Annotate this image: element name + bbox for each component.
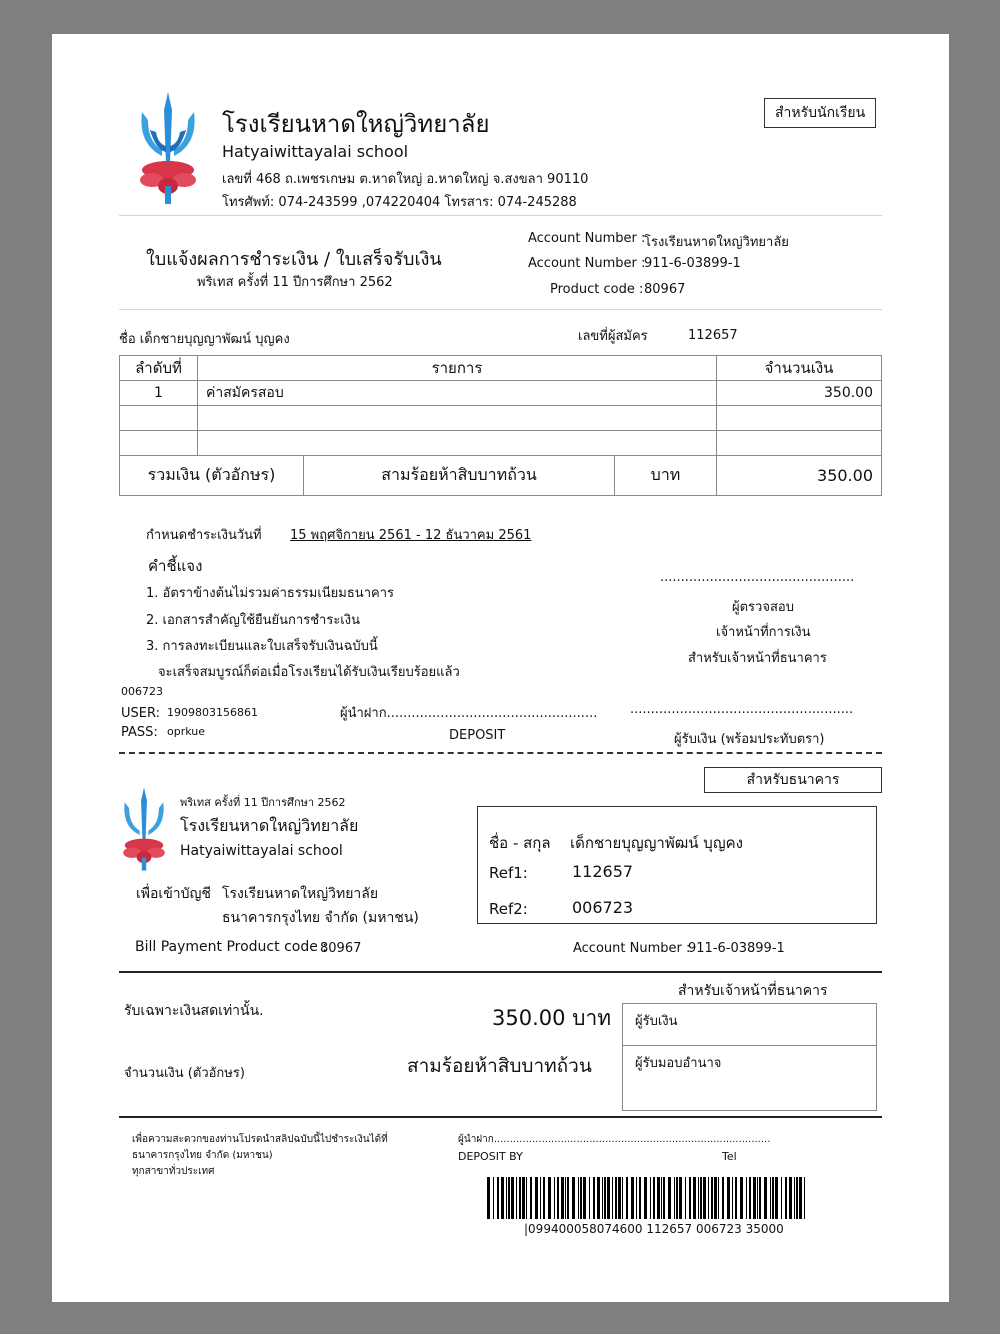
bank-officer-title: สำหรับเจ้าหน้าที่ธนาคาร <box>678 983 828 999</box>
doc-title: ใบแจ้งผลการชำระเงิน / ใบเสร็จรับเงิน <box>146 249 442 270</box>
receiver-signature-line: ...................................................... <box>630 702 854 717</box>
divider <box>119 215 882 216</box>
ref2-label: Ref2: <box>489 900 528 918</box>
deposit-label: DEPOSIT <box>449 728 506 743</box>
total-amount: 350.00 <box>717 456 882 496</box>
table-row <box>120 431 882 456</box>
school-trident-logo <box>116 786 172 872</box>
student-name: ชื่อ เด็กชายบุญญาพัฒน์ บุญคง <box>119 332 290 347</box>
row-amount <box>717 406 882 431</box>
checker-bank: สำหรับเจ้าหน้าที่ธนาคาร <box>688 651 827 666</box>
amount-words-label: จำนวนเงิน (ตัวอักษร) <box>124 1066 245 1081</box>
cut-line <box>119 752 882 754</box>
table-total-row <box>120 456 882 496</box>
receipt-page <box>52 34 949 1302</box>
header-no: ลำดับที่ <box>120 356 198 381</box>
for-account-value: โรงเรียนหาดใหญ่วิทยาลัย <box>222 886 379 902</box>
due-value: 15 พฤศจิกายน 2561 - 12 ธันวาคม 2561 <box>290 528 532 543</box>
divider <box>623 1045 876 1046</box>
payer-name-label: ชื่อ - สกุล <box>489 834 551 852</box>
row-no: 1 <box>120 381 198 406</box>
table-row <box>120 406 882 431</box>
receiver-field: ผู้รับเงิน <box>635 1014 678 1029</box>
depositor-line: ผู้นำฝาก................................................... <box>340 706 598 721</box>
user-label: USER: <box>121 706 160 721</box>
school-trident-logo <box>132 90 204 206</box>
user-value: 1909803156861 <box>167 706 258 719</box>
product-code-label: Product code : <box>550 282 644 297</box>
deposit-by-label: DEPOSIT BY <box>458 1150 523 1163</box>
applicant-number: 112657 <box>688 328 738 343</box>
bill-product-label: Bill Payment Product code : <box>135 939 328 955</box>
account-number-value: 911-6-03899-1 <box>644 256 741 271</box>
row-item <box>198 431 717 456</box>
header-item: รายการ <box>198 356 717 381</box>
school-phone: โทรศัพท์: 074-243599 ,074220404 โทรสาร: 074-245288 <box>222 195 577 210</box>
doc-subtitle: พริเทส ครั้งที่ 11 ปีการศึกษา 2562 <box>197 275 393 290</box>
total-baht: บาท <box>615 456 717 496</box>
school-address: เลขที่ 468 ถ.เพชรเกษม ต.หาดใหญ่ อ.หาดใหญ่ จ.สงขลา 90110 <box>222 172 589 187</box>
pass-value: oprkue <box>167 725 206 738</box>
row-item: ค่าสมัครสอบ <box>198 381 717 406</box>
due-label: กำหนดชำระเงินวันที่ <box>146 528 262 543</box>
bank-name: ธนาคารกรุงไทย จำกัด (มหาชน) <box>222 910 419 926</box>
student-copy-label: สำหรับนักเรียน <box>764 98 876 128</box>
cash-only-note: รับเฉพาะเงินสดเท่านั้น. <box>124 1003 264 1019</box>
divider <box>119 309 882 310</box>
payer-name-value: เด็กชายบุญญาพัฒน์ บุญคง <box>570 834 743 852</box>
items-table <box>119 355 882 496</box>
note-item: 1. อัตราข้างต้นไม่รวมค่าธรรมเนียมธนาคาร <box>146 586 394 601</box>
pass-label: PASS: <box>121 725 158 740</box>
account-name-label: Account Number : <box>528 231 646 246</box>
bank-account-label: Account Number : <box>573 941 691 956</box>
barcode-text: |099400058074600 112657 006723 35000 <box>524 1222 784 1236</box>
bill-product-value: 80967 <box>320 941 362 956</box>
footer-branches: ทุกสาขาทั่วประเทศ <box>132 1166 215 1177</box>
tel-label: Tel <box>722 1150 737 1163</box>
account-name-value: โรงเรียนหาดใหญ่วิทยาลัย <box>644 235 789 250</box>
row-amount <box>717 431 882 456</box>
product-code-value: 80967 <box>644 282 686 297</box>
ref1-value: 112657 <box>572 862 634 881</box>
header-amount: จำนวนเงิน <box>717 356 882 381</box>
receiver-label: ผู้รับเงิน (พร้อมประทับตรา) <box>674 732 825 747</box>
divider <box>119 1116 882 1118</box>
table-header-row <box>120 356 882 381</box>
footer-note: เพื่อความสะดวกของท่านโปรดนำสลิปฉบับนี้ไปชำระเงินได้ที่ <box>132 1134 388 1145</box>
notes-title: คำชี้แจง <box>148 557 203 575</box>
bank-subtitle: พริเทส ครั้งที่ 11 ปีการศึกษา 2562 <box>180 796 346 809</box>
ref1-label: Ref1: <box>489 864 528 882</box>
footer-bank: ธนาคารกรุงไทย จำกัด (มหาชน) <box>132 1150 273 1161</box>
account-number-label: Account Number : <box>528 256 646 271</box>
row-amount: 350.00 <box>717 381 882 406</box>
login-ref: 006723 <box>121 685 163 698</box>
payer-box <box>477 806 877 924</box>
bank-amount: 350.00 บาท <box>492 1006 612 1030</box>
footer-depositor: ผู้นำฝาก....................................................................................... <box>458 1134 771 1145</box>
ref2-value: 006723 <box>572 898 634 917</box>
applicant-label: เลขที่ผู้สมัคร <box>578 329 648 344</box>
row-item <box>198 406 717 431</box>
for-account-label: เพื่อเข้าบัญชี <box>136 886 211 902</box>
note-item: 2. เอกสารสำคัญใช้ยืนยันการชำระเงิน <box>146 613 360 628</box>
checker-finance: เจ้าหน้าที่การเงิน <box>716 625 811 640</box>
bank-copy-label: สำหรับธนาคาร <box>704 767 882 793</box>
amount-words: สามร้อยห้าสิบบาทถ้วน <box>407 1055 592 1077</box>
bank-officer-box <box>622 1003 877 1111</box>
checker-label: ผู้ตรวจสอบ <box>732 600 794 615</box>
bank-account-value: 911-6-03899-1 <box>688 941 785 956</box>
divider <box>119 971 882 973</box>
bank-school-en: Hatyaiwittayalai school <box>180 843 343 859</box>
note-item: 3. การลงทะเบียนและใบเสร็จรับเงินฉบับนี้ <box>146 639 378 654</box>
note-item: จะเสร็จสมบูรณ์ก็ต่อเมื่อโรงเรียนได้รับเงินเรียบร้อยแล้ว <box>158 665 460 680</box>
school-name-th: โรงเรียนหาดใหญ่วิทยาลัย <box>222 110 490 138</box>
total-label: รวมเงิน (ตัวอักษร) <box>120 456 304 496</box>
row-no <box>120 406 198 431</box>
bank-school-th: โรงเรียนหาดใหญ่วิทยาลัย <box>180 816 359 835</box>
total-words: สามร้อยห้าสิบบาทถ้วน <box>304 456 615 496</box>
authorized-field: ผู้รับมอบอำนาจ <box>635 1056 722 1071</box>
row-no <box>120 431 198 456</box>
school-name-en: Hatyaiwittayalai school <box>222 142 409 161</box>
table-row <box>120 381 882 406</box>
checker-signature-line: ............................................... <box>660 570 855 585</box>
payment-barcode <box>487 1177 809 1219</box>
